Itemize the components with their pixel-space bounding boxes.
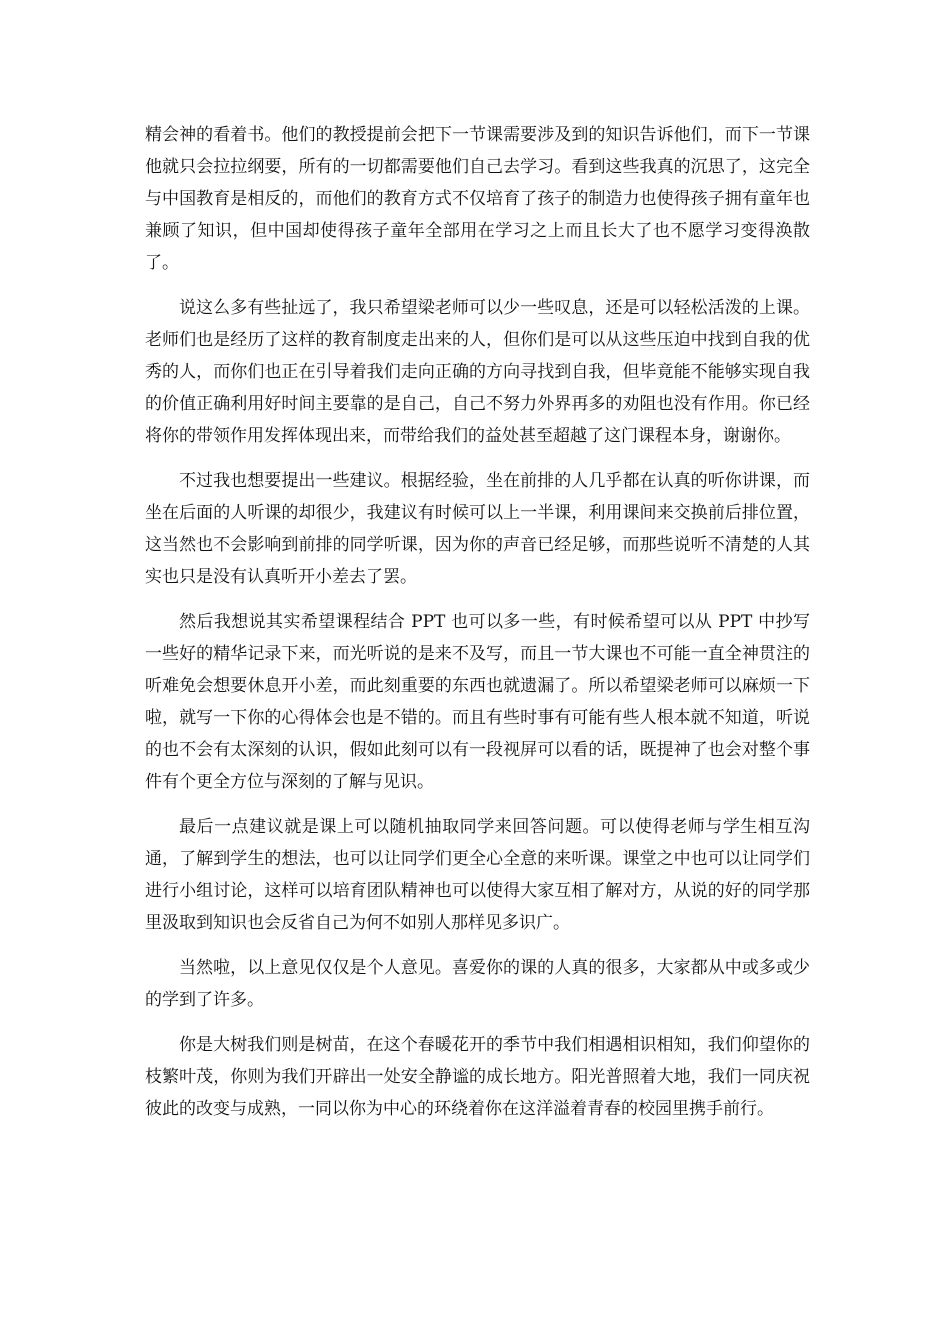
paragraph: 最后一点建议就是课上可以随机抽取同学来回答问题。可以使得老师与学生相互沟通，了解到学生的想法，也可以让同学们更全心全意的来听课。课堂之中也可以让同学们进行小组讨论，这样可以培育团队精神也可以使得大家互相了解对方，从说的好的同学那里汲取到知识也会反省自己为何不如别人那样见多识广。 [145,817,810,933]
paragraph: 精会神的看着书。他们的教授提前会把下一节课需要涉及到的知识告诉他们，而下一节课他就只会拉拉纲要，所有的一切都需要他们自己去学习。看到这些我真的沉思了，这完全与中国教育是相反的，而他们的教育方式不仅培育了孩子的制造力也使得孩子拥有童年也兼顾了知识，但中国却使得孩子童年全部用在学习之上而且长大了也不愿学习变得涣散了。 [145,125,810,273]
paragraph: 当然啦，以上意见仅仅是个人意见。喜爱你的课的人真的很多，大家都从中或多或少的学到了许多。 [145,958,810,1010]
paragraph: 你是大树我们则是树苗，在这个春暖花开的季节中我们相遇相识相知，我们仰望你的枝繁叶茂，你则为我们开辟出一处安全静谧的成长地方。阳光普照着大地，我们一同庆祝彼此的改变与成熟，一同以你为中心的环绕着你在这洋溢着青春的校园里携手前行。 [145,1035,810,1119]
paragraph: 说这么多有些扯远了，我只希望梁老师可以少一些叹息，还是可以轻松活泼的上课。老师们也是经历了这样的教育制度走出来的人，但你们是可以从这些压迫中找到自我的优秀的人，而你们也正在引导着我们走向正确的方向寻找到自我，但毕竟能不能够实现自我的价值正确利用好时间主要靠的是自己，自己不努力外界再多的劝阻也没有作用。你已经将你的带领作用发挥体现出来，而带给我们的益处甚至超越了这门课程本身，谢谢你。 [145,298,810,446]
paragraph: 然后我想说其实希望课程结合 PPT 也可以多一些，有时候希望可以从 PPT 中抄写一些好的精华记录下来，而光听说的是来不及写，而且一节大课也不可能一直全神贯注的听难免会想要休息开小差，而此刻重要的东西也就遗漏了。所以希望梁老师可以麻烦一下啦，就写一下你的心得体会也是不错的。而且有些时事有可能有些人根本就不知道，听说的也不会有太深刻的认识，假如此刻可以有一段视屏可以看的话，既提神了也会对整个事件有个更全方位与深刻的了解与见识。 [145,612,810,792]
document-body [145,119,810,1138]
paragraph: 不过我也想要提出一些建议。根据经验，坐在前排的人几乎都在认真的听你讲课，而坐在后面的人听课的却很少，我建议有时候可以上一半课，利用课间来交换前后排位置，这当然也不会影响到前排的同学听课，因为你的声音已经足够，而那些说听不清楚的人其实也只是没有认真听开小差去了罢。 [145,471,810,587]
